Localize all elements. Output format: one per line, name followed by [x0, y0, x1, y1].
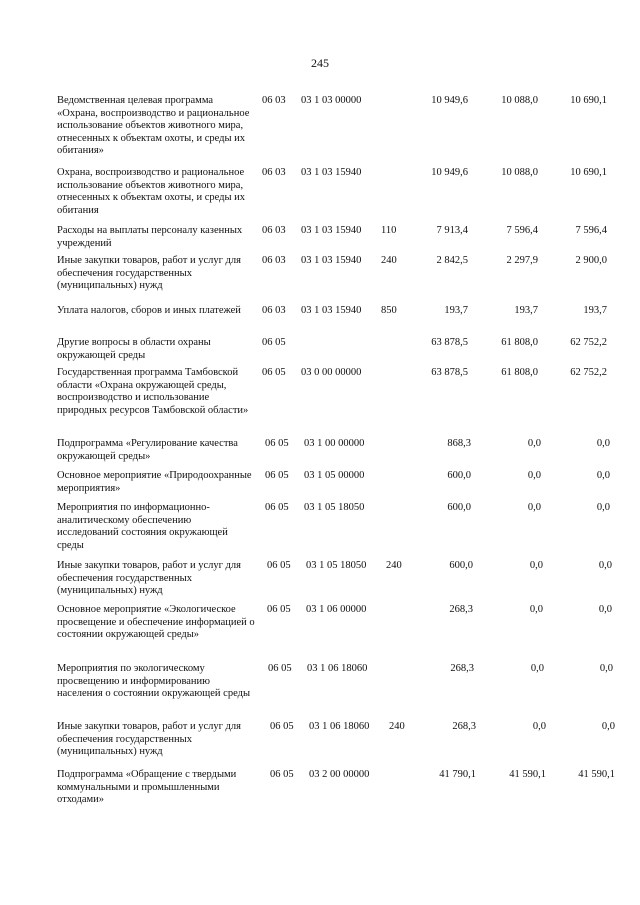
- row-name: Другие вопросы в области охраны окружающей среды: [57, 337, 211, 361]
- row-target-code: 03 1 03 15940: [301, 305, 362, 316]
- row-amount-year2: 10 088,0: [501, 95, 538, 106]
- row-target-code: 03 1 03 00000: [301, 95, 362, 106]
- row-name: Основное мероприятие «Экологическое просвещение и обеспечение информацией о состоянии окружающей среды»: [57, 604, 255, 640]
- row-name: Подпрограмма «Обращение с твердыми коммунальными и промышленными отходами»: [57, 769, 237, 805]
- row-section-code: 06 05: [262, 367, 286, 378]
- row-section-code: 06 05: [267, 560, 291, 571]
- row-section-code: 06 03: [262, 305, 286, 316]
- row-amount-year2: 2 297,9: [506, 255, 538, 266]
- row-amount-year3: 41 590,1: [578, 769, 615, 780]
- row-amount-year2: 193,7: [514, 305, 538, 316]
- row-section-code: 06 03: [262, 255, 286, 266]
- row-target-code: 03 1 00 00000: [304, 438, 365, 449]
- row-target-code: 03 1 06 18060: [309, 721, 370, 732]
- row-amount-year2: 0,0: [530, 663, 544, 674]
- row-section-code: 06 05: [270, 769, 294, 780]
- row-target-code: 03 1 03 15940: [301, 167, 362, 178]
- row-section-code: 06 03: [262, 95, 286, 106]
- row-section-code: 06 05: [265, 438, 289, 449]
- row-amount-year3: 10 690,1: [570, 167, 607, 178]
- row-amount-year2: 0,0: [527, 470, 541, 481]
- row-section-code: 06 05: [268, 663, 292, 674]
- row-name: Мероприятия по экологическому просвещению и информированию населения о состоянии окружающей среды: [57, 663, 250, 699]
- row-target-code: 03 1 05 18050: [306, 560, 367, 571]
- row-section-code: 06 05: [265, 502, 289, 513]
- row-amount-year3: 0,0: [598, 560, 612, 571]
- row-amount-year1: 268,3: [452, 721, 476, 732]
- row-amount-year2: 0,0: [527, 438, 541, 449]
- row-amount-year1: 193,7: [444, 305, 468, 316]
- row-section-code: 06 03: [262, 167, 286, 178]
- page-number: 245: [311, 56, 329, 70]
- row-amount-year1: 600,0: [447, 502, 471, 513]
- row-name: Иные закупки товаров, работ и услуг для обеспечения государственных (муниципальных) нужд: [57, 255, 241, 291]
- row-amount-year1: 2 842,5: [436, 255, 468, 266]
- row-target-code: 03 1 06 00000: [306, 604, 367, 615]
- row-section-code: 06 05: [270, 721, 294, 732]
- row-amount-year1: 10 949,6: [431, 95, 468, 106]
- row-name: Охрана, воспроизводство и рациональное использование объектов животного мира, отнесенных к объектам охоты, и среды их обитания: [57, 167, 246, 216]
- row-target-code: 03 1 03 15940: [301, 225, 362, 236]
- row-section-code: 06 05: [265, 470, 289, 481]
- row-amount-year2: 0,0: [527, 502, 541, 513]
- row-name: Подпрограмма «Регулирование качества окружающей среды»: [57, 438, 238, 462]
- row-amount-year2: 0,0: [529, 560, 543, 571]
- row-name: Иные закупки товаров, работ и услуг для обеспечения государственных (муниципальных) нужд: [57, 721, 241, 757]
- row-expense-type: 240: [386, 560, 402, 571]
- row-name: Государственная программа Тамбовской области «Охрана окружающей среды, воспроизводство и использование природных ресурсов Тамбовской области»: [57, 367, 249, 416]
- row-amount-year2: 0,0: [532, 721, 546, 732]
- row-name: Расходы на выплаты персоналу казенных учреждений: [57, 225, 243, 249]
- row-target-code: 03 0 00 00000: [301, 367, 362, 378]
- row-target-code: 03 1 06 18060: [307, 663, 368, 674]
- row-amount-year3: 0,0: [601, 721, 615, 732]
- row-name: Основное мероприятие «Природоохранные мероприятия»: [57, 470, 252, 494]
- row-name: Мероприятия по информационно-аналитическому обеспечению исследований состояния окружающей среды: [57, 502, 228, 551]
- row-amount-year2: 41 590,1: [509, 769, 546, 780]
- row-amount-year1: 868,3: [447, 438, 471, 449]
- row-name: Уплата налогов, сборов и иных платежей: [57, 305, 241, 316]
- row-amount-year3: 7 596,4: [575, 225, 607, 236]
- row-amount-year1: 268,3: [449, 604, 473, 615]
- row-amount-year3: 0,0: [598, 604, 612, 615]
- row-amount-year1: 268,3: [450, 663, 474, 674]
- row-amount-year1: 10 949,6: [431, 167, 468, 178]
- row-expense-type: 850: [381, 305, 397, 316]
- row-target-code: 03 1 05 00000: [304, 470, 365, 481]
- row-section-code: 06 03: [262, 225, 286, 236]
- row-amount-year3: 62 752,2: [570, 337, 607, 348]
- row-amount-year2: 7 596,4: [506, 225, 538, 236]
- row-amount-year1: 7 913,4: [436, 225, 468, 236]
- row-expense-type: 240: [381, 255, 397, 266]
- row-section-code: 06 05: [262, 337, 286, 348]
- row-amount-year1: 600,0: [449, 560, 473, 571]
- row-expense-type: 240: [389, 721, 405, 732]
- row-amount-year1: 63 878,5: [431, 367, 468, 378]
- row-amount-year3: 0,0: [596, 438, 610, 449]
- row-name: Иные закупки товаров, работ и услуг для обеспечения государственных (муниципальных) нужд: [57, 560, 241, 596]
- row-amount-year3: 2 900,0: [575, 255, 607, 266]
- row-amount-year3: 0,0: [596, 470, 610, 481]
- row-amount-year1: 63 878,5: [431, 337, 468, 348]
- row-target-code: 03 1 05 18050: [304, 502, 365, 513]
- row-amount-year3: 0,0: [599, 663, 613, 674]
- row-amount-year1: 41 790,1: [439, 769, 476, 780]
- row-amount-year2: 0,0: [529, 604, 543, 615]
- row-amount-year3: 0,0: [596, 502, 610, 513]
- row-target-code: 03 2 00 00000: [309, 769, 370, 780]
- row-expense-type: 110: [381, 225, 397, 236]
- row-amount-year3: 62 752,2: [570, 367, 607, 378]
- row-amount-year2: 61 808,0: [501, 337, 538, 348]
- row-target-code: 03 1 03 15940: [301, 255, 362, 266]
- row-amount-year1: 600,0: [447, 470, 471, 481]
- row-amount-year2: 10 088,0: [501, 167, 538, 178]
- row-name: Ведомственная целевая программа «Охрана, воспроизводство и рациональное использование объектов животного мира, отнесенных к объектам охоты, и среды их обитания»: [57, 95, 250, 156]
- row-amount-year2: 61 808,0: [501, 367, 538, 378]
- row-amount-year3: 10 690,1: [570, 95, 607, 106]
- row-section-code: 06 05: [267, 604, 291, 615]
- row-amount-year3: 193,7: [583, 305, 607, 316]
